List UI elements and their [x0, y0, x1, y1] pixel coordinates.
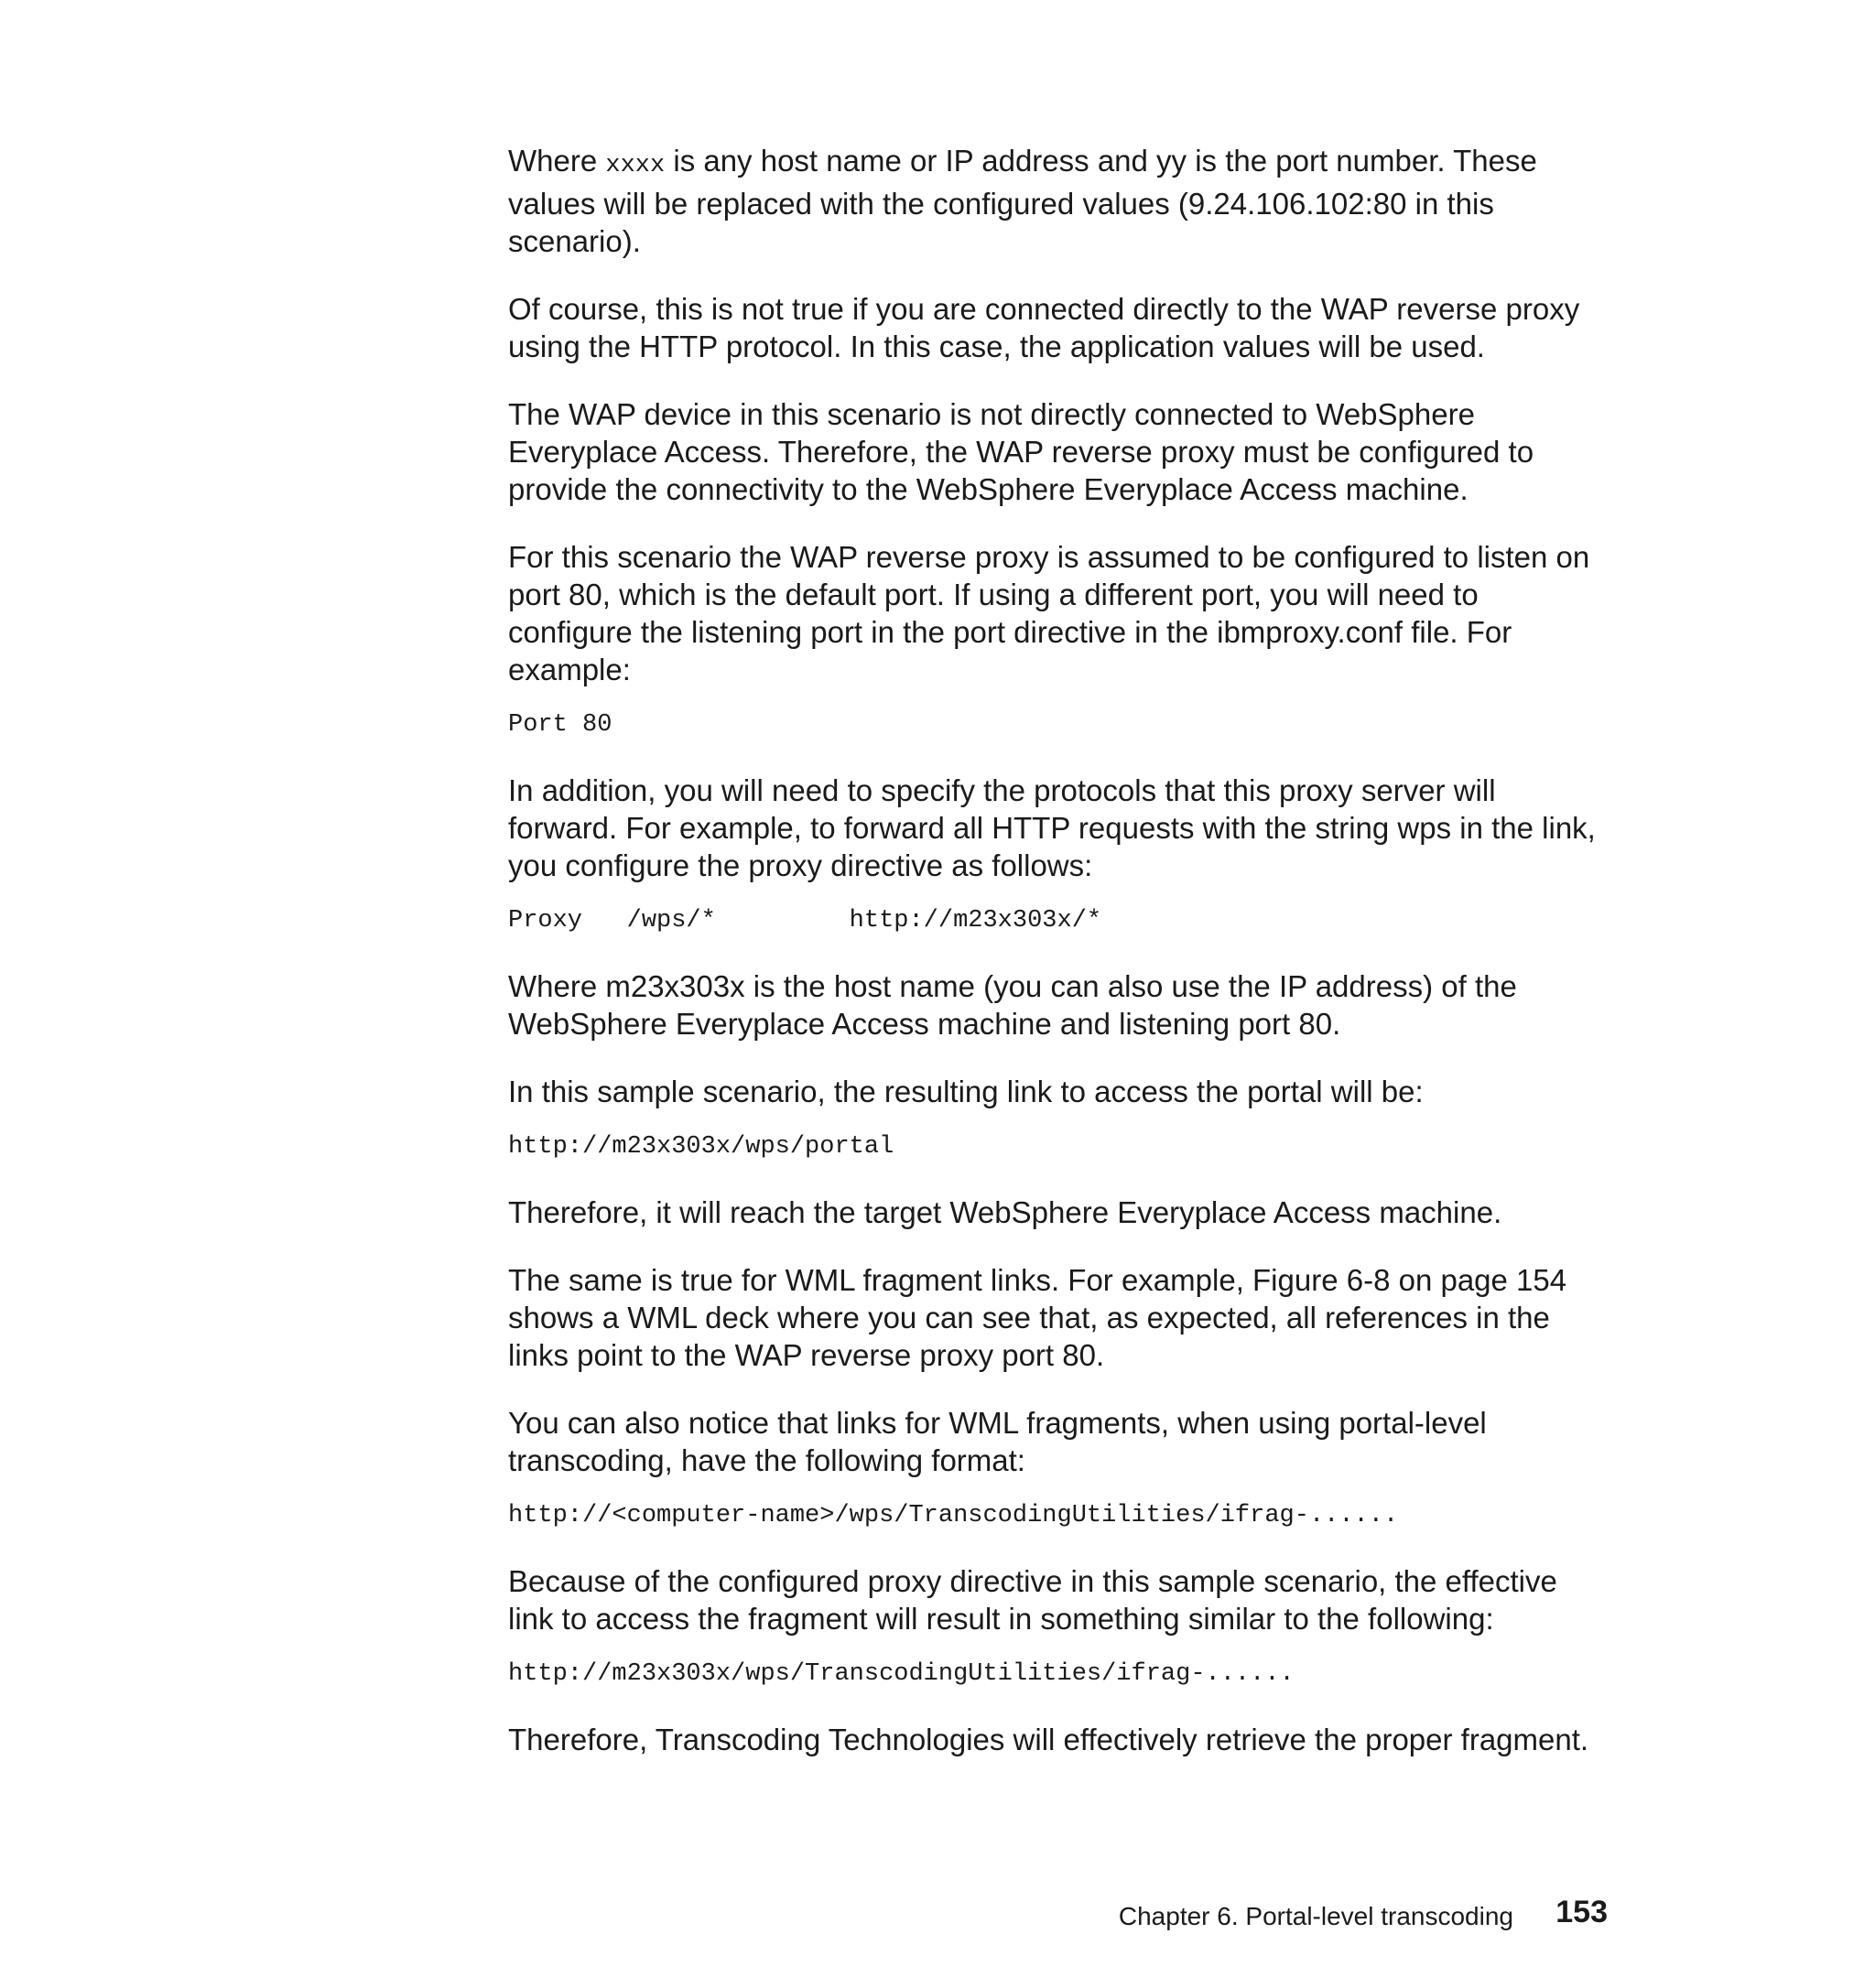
paragraph-host-before: Where [508, 144, 606, 178]
paragraph-reach-target: Therefore, it will reach the target WebSphere Everyplace Access machine. [508, 1195, 1502, 1229]
paragraph-http-direct: Of course, this is not true if you are connected directly to the WAP reverse proxy using the HTTP protocol. In this case, the application values will be used. [508, 292, 1580, 363]
paragraph-host-after: is any host name or IP address and yy is the port number. These values will be replaced with the configured values (9.24.106.102:80 in this scenario). [508, 144, 1537, 258]
paragraph-wap-device: The WAP device in this scenario is not directly connected to WebSphere Everyplace Access. Therefore, the WAP reverse proxy must be configured to provide the connectivity to the WebSphere Everyplace Access machine. [508, 397, 1534, 506]
code-port-directive: Port 80 [508, 711, 612, 739]
code-fragment-format: http://<computer-name>/wps/TranscodingUtilities/ifrag-...... [508, 1502, 1399, 1529]
page-body [508, 142, 1607, 1788]
paragraph-proxy-protocols: In addition, you will need to specify the protocols that this proxy server will forward. For example, to forward all HTTP requests with the string wps in the link, you configure the proxy directive as follows: [508, 773, 1596, 882]
paragraph-retrieve-fragment: Therefore, Transcoding Technologies will effectively retrieve the proper fragment. [508, 1723, 1589, 1756]
paragraph-fragment-format: You can also notice that links for WML fragments, when using portal-level transcoding, have the following format: [508, 1406, 1487, 1477]
paragraph-host-name: Where m23x303x is the host name (you can also use the IP address) of the WebSphere Everyplace Access machine and listening port 80. [508, 969, 1517, 1041]
page-footer [1118, 1889, 1609, 1937]
paragraph-port-config: For this scenario the WAP reverse proxy is assumed to be configured to listen on port 80, which is the default port. If using a different port, you will need to configure the listening port in the port directive in the ibmproxy.conf file. For example: [508, 540, 1590, 686]
code-proxy-directive: Proxy /wps/* http://m23x303x/* [508, 907, 1102, 935]
code-effective-link: http://m23x303x/wps/TranscodingUtilities/ifrag-...... [508, 1660, 1295, 1688]
page-number: 153 [1555, 1895, 1608, 1929]
paragraph-effective-link: Because of the configured proxy directive in this sample scenario, the effective link to access the fragment will result in something similar to the following: [508, 1564, 1557, 1636]
code-portal-link: http://m23x303x/wps/portal [508, 1133, 894, 1161]
paragraph-resulting-link: In this sample scenario, the resulting link to access the portal will be: [508, 1075, 1424, 1108]
inline-code-xxxx: xxxx [605, 152, 666, 179]
footer-chapter-title: Chapter 6. Portal-level transcoding [1118, 1902, 1513, 1930]
paragraph-wml-fragment-links: The same is true for WML fragment links. For example, Figure 6-8 on page 154 shows a WML deck where you can see that, as expected, all references in the links point to the WAP reverse proxy port 80. [508, 1263, 1567, 1372]
paragraph-host-placeholder [508, 142, 1607, 260]
